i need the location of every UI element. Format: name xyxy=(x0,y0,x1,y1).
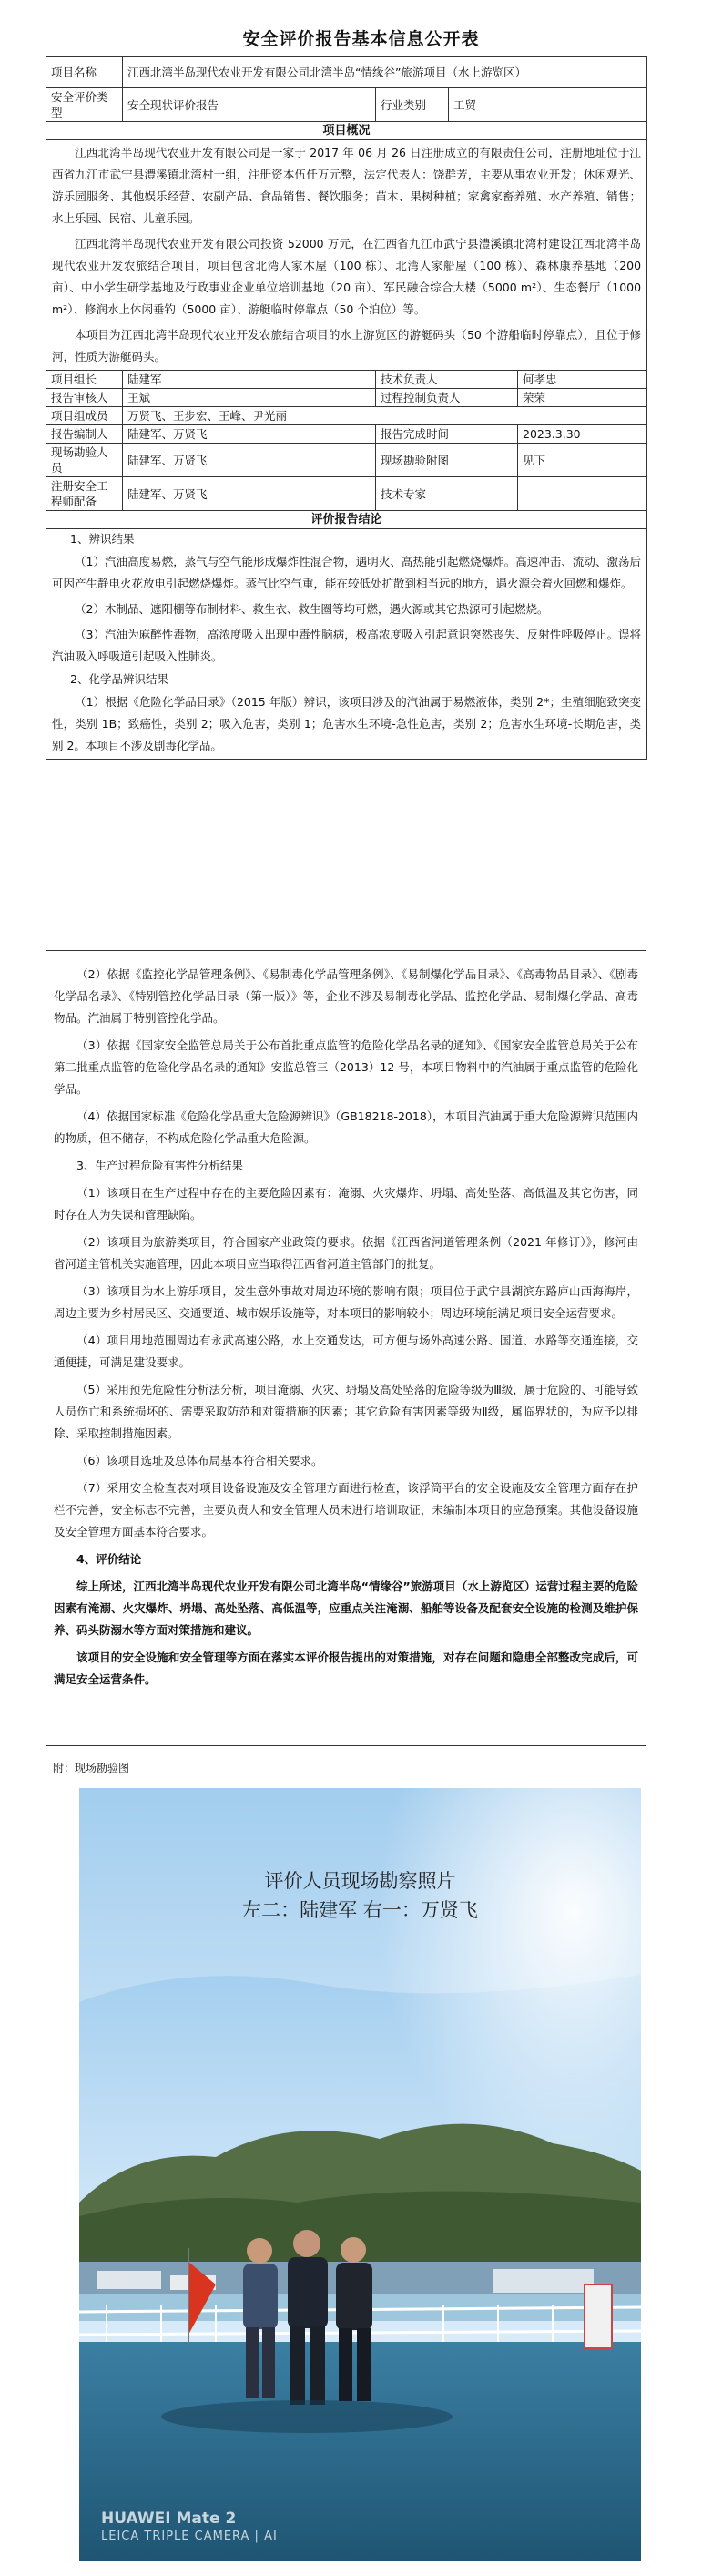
conclusion-s2: 2、化学品辨识结果 xyxy=(70,672,168,686)
page-title: 安全评价报告基本信息公开表 xyxy=(242,29,480,49)
cont-p3: （4）依据国家标准《危险化学品重大危险源辨识》（GB18218-2018），本项目汽油属于重大危险源辨识范围内的物质，但不储存，不构成危险化学品重大危险源。 xyxy=(54,1109,638,1145)
cont-p11: （7）采用安全检查表对项目设备设施及安全管理方面进行检查，该浮筒平台的安全设施及安全管理方面存在护栏不完善，安全标志不完善，主要负责人和安全管理人员未进行培训取证，未编制本项目的应急预案。其他设备设施及安全管理方面基本符合要求。 xyxy=(54,1481,638,1538)
photo-label: 现场勘验附图 xyxy=(376,444,518,477)
conclusion-continued xyxy=(46,950,646,1746)
cont-p4: 3、生产过程危险有害性分析结果 xyxy=(76,1159,243,1172)
author-value: 陆建军、万贤飞 xyxy=(123,425,376,444)
conclusion-s1: 1、辨识结果 xyxy=(70,532,135,546)
overview-p1: 江西北湾半岛现代农业开发有限公司是一家于 2017 年 06 月 26 日注册成立的有限责任公司，注册地址位于江西省九江市武宁县澧溪镇北湾村一组，注册资本伍仟万元整，法定代表人：饶群芳，主要从事农业开发；休闲观光、游乐园服务、其他娱乐经营、农副产品、食品销售、餐饮服务；苗木、果树种植；家禽家畜养殖、水产养殖、销售；水上乐园、民宿、儿童乐园。 xyxy=(52,146,642,225)
overview-body xyxy=(46,140,647,371)
cont-p7: （3）该项目为水上游乐项目，发生意外事故对周边环境的影响有限；项目位于武宁县湖滨东路庐山西海海岸，周边主要为乡村居民区、交通要道、城市娱乐设施等，对本项目的影响较小；周边环境能满足项目安全运营要求。 xyxy=(54,1284,638,1320)
cont-p10: （6）该项目选址及总体布局基本符合相关要求。 xyxy=(76,1454,323,1467)
site-label: 现场勘验人员 xyxy=(46,444,123,477)
conclusion-s1-3: （3）汽油为麻醉性毒物，高浓度吸入出现中毒性脑病，极高浓度吸入引起意识突然丧失、反射性呼吸停止。误将汽油吸入呼吸道引起吸入性肺炎。 xyxy=(52,628,642,663)
attachment-note: 附：现场勘验图 xyxy=(53,1762,130,1774)
overview-p3: 本项目为江西北湾半岛现代农业开发农旅结合项目的水上游览区的游艇码头（50 个游船临时停靠点），且位于修河，性质为游艇码头。 xyxy=(52,328,642,363)
leader-value: 陆建军 xyxy=(123,371,376,389)
reviewer-label: 报告审核人 xyxy=(46,389,123,407)
cont-p14: 该项目的安全设施和安全管理等方面在落实本评价报告提出的对策措施，对存在问题和隐患全部整改完成后，可满足安全运营条件。 xyxy=(54,1651,638,1686)
cont-p6: （2）该项目为旅游类项目，符合国家产业政策的要求。依据《江西省河道管理条例（2021 年修订）》，修河由省河道主管机关实施管理，因此本项目应当取得江西省河道主管部门的批复。 xyxy=(54,1235,638,1271)
conclusion-s1-2: （2）木制品、遮阳棚等布制材料、救生衣、救生圈等均可燃，遇火源或其它热源可引起燃烧。 xyxy=(75,602,549,616)
cont-p1: （2）依据《监控化学品管理条例》、《易制毒化学品管理条例》、《易制爆化学品目录》、《高毒物品目录》、《剧毒化学品名录》、《特别管控化学品目录（第一版）》等，企业不涉及易制毒化学品、监控化学品、易制爆化学品、高毒物品。汽油属于特别管控化学品。 xyxy=(54,967,638,1025)
reviewer-value: 王斌 xyxy=(123,389,376,407)
site-value: 陆建军、万贤飞 xyxy=(123,444,376,477)
conclusion-body xyxy=(46,529,647,760)
project-name-label: 项目名称 xyxy=(46,57,123,88)
engineer-value: 陆建军、万贤飞 xyxy=(123,477,376,511)
cont-p8: （4）项目用地范围周边有永武高速公路，水上交通发达，可方便与场外高速公路、国道、水路等交通连接，交通便捷，可满足建设要求。 xyxy=(54,1334,638,1369)
date-label: 报告完成时间 xyxy=(376,425,518,444)
industry-label: 行业类别 xyxy=(376,88,449,122)
industry-value: 工贸 xyxy=(449,88,647,122)
eval-type-label: 安全评价类型 xyxy=(46,88,123,122)
overview-heading: 项目概况 xyxy=(46,122,647,140)
conclusion-s1-1: （1）汽油高度易燃，蒸气与空气能形成爆炸性混合物，遇明火、高热能引起燃烧爆炸。高速冲击、流动、激荡后可因产生静电火花放电引起燃烧爆炸。蒸气比空气重，能在较低处扩散到相当远的地方，遇火源会着火回燃和爆炸。 xyxy=(52,555,642,590)
cont-p12: 4、评价结论 xyxy=(76,1552,142,1566)
expert-value xyxy=(518,477,647,511)
cont-p5: （1）该项目在生产过程中存在的主要危险因素有：淹溺、火灾爆炸、坍塌、高处坠落、高低温及其它伤害，同时存在人为失误和管理缺陷。 xyxy=(54,1186,638,1222)
date-value: 2023.3.30 xyxy=(518,425,647,444)
cont-p9: （5）采用预先危险性分析法分析，项目淹溺、火灾、坍塌及高处坠落的危险等级为Ⅲ级，属于危险的、可能导致人员伤亡和系统损坏的、需要采取防范和对策措施的因素；其它危险有害因素等级为Ⅱ级，属临界状的，为应予以排除、采取控制措施因素。 xyxy=(54,1383,638,1440)
members-value: 万贤飞、王步宏、王峰、尹光丽 xyxy=(123,407,647,425)
site-photo xyxy=(79,1788,641,2561)
photo-caption-names: 左二：陆建军 右一：万贤飞 xyxy=(242,1899,478,1921)
engineer-label: 注册安全工程师配备 xyxy=(46,477,123,511)
process-value: 荣荣 xyxy=(518,389,647,407)
members-label: 项目组成员 xyxy=(46,407,123,425)
camera-watermark-lens: LEICA TRIPLE CAMERA | AI xyxy=(101,2530,278,2543)
expert-label: 技术专家 xyxy=(376,477,518,511)
eval-type-value: 安全现状评价报告 xyxy=(123,88,376,122)
info-table xyxy=(46,56,647,760)
author-label: 报告编制人 xyxy=(46,425,123,444)
project-name-value: 江西北湾半岛现代农业开发有限公司北湾半岛“情缘谷”旅游项目（水上游览区） xyxy=(123,57,647,88)
leader-label: 项目组长 xyxy=(46,371,123,389)
cont-p13: 综上所述，江西北湾半岛现代农业开发有限公司北湾半岛“情缘谷”旅游项目（水上游览区）运营过程主要的危险因素有淹溺、火灾爆炸、坍塌、高处坠落、高低温等，应重点关注淹溺、船舶等设备及配套安全设施的检测及维护保养、码头防溺水等方面对策措施和建议。 xyxy=(54,1579,638,1637)
photo-value: 见下 xyxy=(518,444,647,477)
process-label: 过程控制负责人 xyxy=(376,389,518,407)
conclusion-heading: 评价报告结论 xyxy=(46,511,647,529)
camera-watermark-model: HUAWEI Mate 2 xyxy=(101,2510,237,2528)
tech-lead-value: 何孝忠 xyxy=(518,371,647,389)
photo-caption-title: 评价人员现场勘察照片 xyxy=(264,1870,456,1892)
overview-p2: 江西北湾半岛现代农业开发有限公司投资 52000 万元，在江西省九江市武宁县澧溪镇北湾村建设江西北湾半岛现代农业开发农旅结合项目，项目包含北湾人家木屋（100 栋）、北湾人家船屋（100 栋）、森林康养基地（200 亩）、中小学生研学基地及行政事业企业单位培训基地（20 亩）、军民融合综合大楼（5000 m²）、生态餐厅（1000 m²）、修润水上休闲垂钓（5000 亩）、游艇临时停靠点（50 个泊位）等。 xyxy=(52,237,642,316)
tech-lead-label: 技术负责人 xyxy=(376,371,518,389)
cont-p2: （3）依据《国家安全监管总局关于公布首批重点监管的危险化学品名录的通知》、《国家安全监管总局关于公布第二批重点监管的危险化学品名录的通知》安监总管三（2013）12 号，本项目物料中的汽油属于重点监管的危险化学品。 xyxy=(54,1038,638,1096)
conclusion-s2-1: （1）根据《危险化学品目录》（2015 年版）辨识，该项目涉及的汽油属于易燃液体，类别 2*；生殖细胞致突变性，类别 1B；致癌性，类别 2；吸入危害，类别 1；危害水生环境-急性危害，类别 2；危害水生环境-长期危害，类别 2。本项目不涉及剧毒化学品。 xyxy=(52,695,642,752)
